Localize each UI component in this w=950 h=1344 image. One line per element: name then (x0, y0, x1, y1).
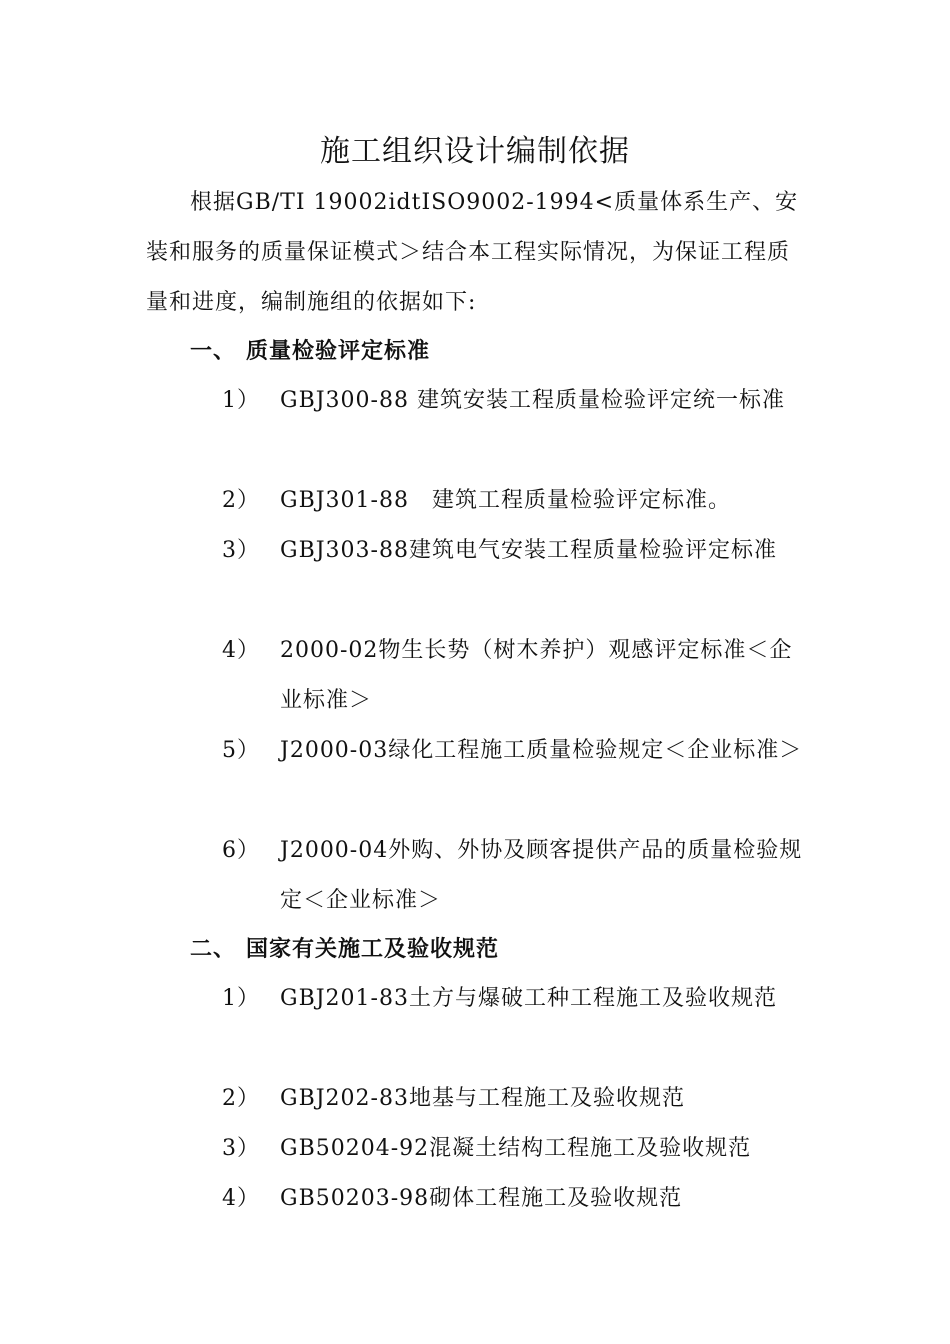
item-index: 4） (222, 638, 260, 663)
item-text: GB50203-98砌体工程施工及验收规范 (280, 1186, 683, 1211)
list-item (222, 1074, 810, 1124)
section-title: 国家有关施工及验收规范 (246, 936, 500, 962)
section-number: 二、 (190, 936, 237, 962)
item-text: GBJ202-83地基与工程施工及验收规范 (280, 1086, 685, 1111)
item-index: 3） (222, 538, 260, 563)
item-index: 4） (222, 1186, 260, 1211)
item-text: GB50204-92混凝土结构工程施工及验收规范 (280, 1136, 752, 1161)
section-title: 质量检验评定标准 (246, 338, 431, 364)
item-index: 2） (222, 488, 260, 513)
item-text: J2000-04外购、外协及顾客提供产品的质量检验规定＜企业标准＞ (280, 838, 803, 913)
list-item (222, 826, 810, 926)
item-text: GBJ303-88建筑电气安装工程质量检验评定标准 (280, 538, 777, 563)
section-number: 一、 (190, 338, 237, 364)
item-index: 1） (222, 986, 260, 1011)
item-text: GBJ201-83土方与爆破工种工程施工及验收规范 (280, 986, 777, 1011)
list-item (222, 726, 810, 776)
item-index: 1） (222, 388, 260, 413)
list-item (222, 1174, 810, 1224)
item-text: GBJ300-88 建筑安装工程质量检验评定统一标准 (280, 388, 785, 413)
list-item (222, 526, 810, 576)
list-item (222, 476, 810, 526)
item-index: 3） (222, 1136, 260, 1161)
item-text: J2000-03绿化工程施工质量检验规定＜企业标准＞ (280, 738, 803, 763)
document-title: 施工组织设计编制依据 (320, 134, 630, 169)
section-heading-acceptance-codes (190, 924, 499, 974)
intro-paragraph: 根据GB/TI 19002idtISO9002-1994<质量体系生产、安装和服务的质量保证模式＞结合本工程实际情况，为保证工程质量和进度，编制施组的依据如下: (146, 190, 799, 315)
item-index: 6） (222, 838, 260, 863)
item-text: 2000-02物生长势（树木养护）观感评定标准＜企业标准＞ (280, 638, 793, 713)
list-item (222, 376, 810, 426)
item-index: 5） (222, 738, 260, 763)
item-text: GBJ301-88 建筑工程质量检验评定标准。 (280, 488, 731, 513)
list-item (222, 1124, 810, 1174)
list-item (222, 974, 810, 1024)
section-heading-quality-standards (190, 326, 430, 376)
item-index: 2） (222, 1086, 260, 1111)
list-item (222, 626, 810, 726)
